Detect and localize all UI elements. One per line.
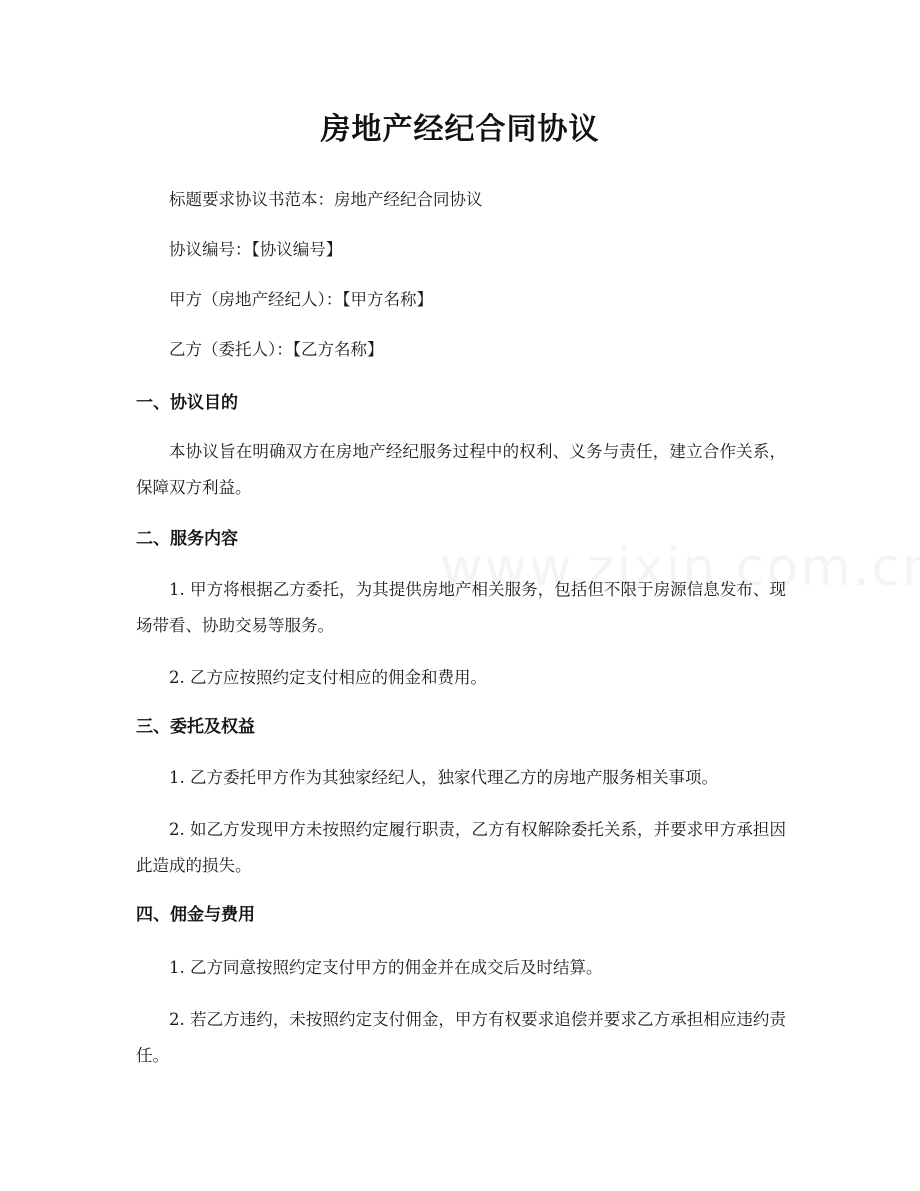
section-paragraph: 1. 乙方同意按照约定支付甲方的佣金并在成交后及时结算。 <box>169 958 603 977</box>
document-title: 房地产经纪合同协议 <box>320 112 600 147</box>
intro-line-party-a: 甲方（房地产经纪人）：【甲方名称】 <box>169 290 433 309</box>
section-paragraph: 1. 乙方委托甲方作为其独家经纪人，独家代理乙方的房地产服务相关事项。 <box>169 768 718 787</box>
section-paragraph: 2. 如乙方发现甲方未按照约定履行职责，乙方有权解除委托关系，并要求甲方承担因此造成的损失。 <box>136 820 786 875</box>
section-paragraph: 2. 若乙方违约，未按照约定支付佣金，甲方有权要求追偿并要求乙方承担相应违约责任。 <box>136 1010 786 1065</box>
section-paragraph: 2. 乙方应按照约定支付相应的佣金和费用。 <box>169 668 487 687</box>
section-heading-purpose: 一、协议目的 <box>136 393 238 413</box>
intro-line-agreement-number: 协议编号：【协议编号】 <box>169 240 343 259</box>
section-paragraph: 1. 甲方将根据乙方委托，为其提供房地产相关服务，包括但不限于房源信息发布、现场带看、协助交易等服务。 <box>136 580 786 635</box>
section-paragraph: 本协议旨在明确双方在房地产经纪服务过程中的权利、义务与责任，建立合作关系，保障双方利益。 <box>136 442 786 497</box>
section-heading-entrustment: 三、委托及权益 <box>136 717 255 737</box>
section-heading-commission: 四、佣金与费用 <box>136 905 255 925</box>
section-heading-services: 二、服务内容 <box>136 529 238 549</box>
intro-line-template: 标题要求协议书范本：房地产经纪合同协议 <box>169 190 483 209</box>
intro-line-party-b: 乙方（委托人）：【乙方名称】 <box>169 340 384 359</box>
